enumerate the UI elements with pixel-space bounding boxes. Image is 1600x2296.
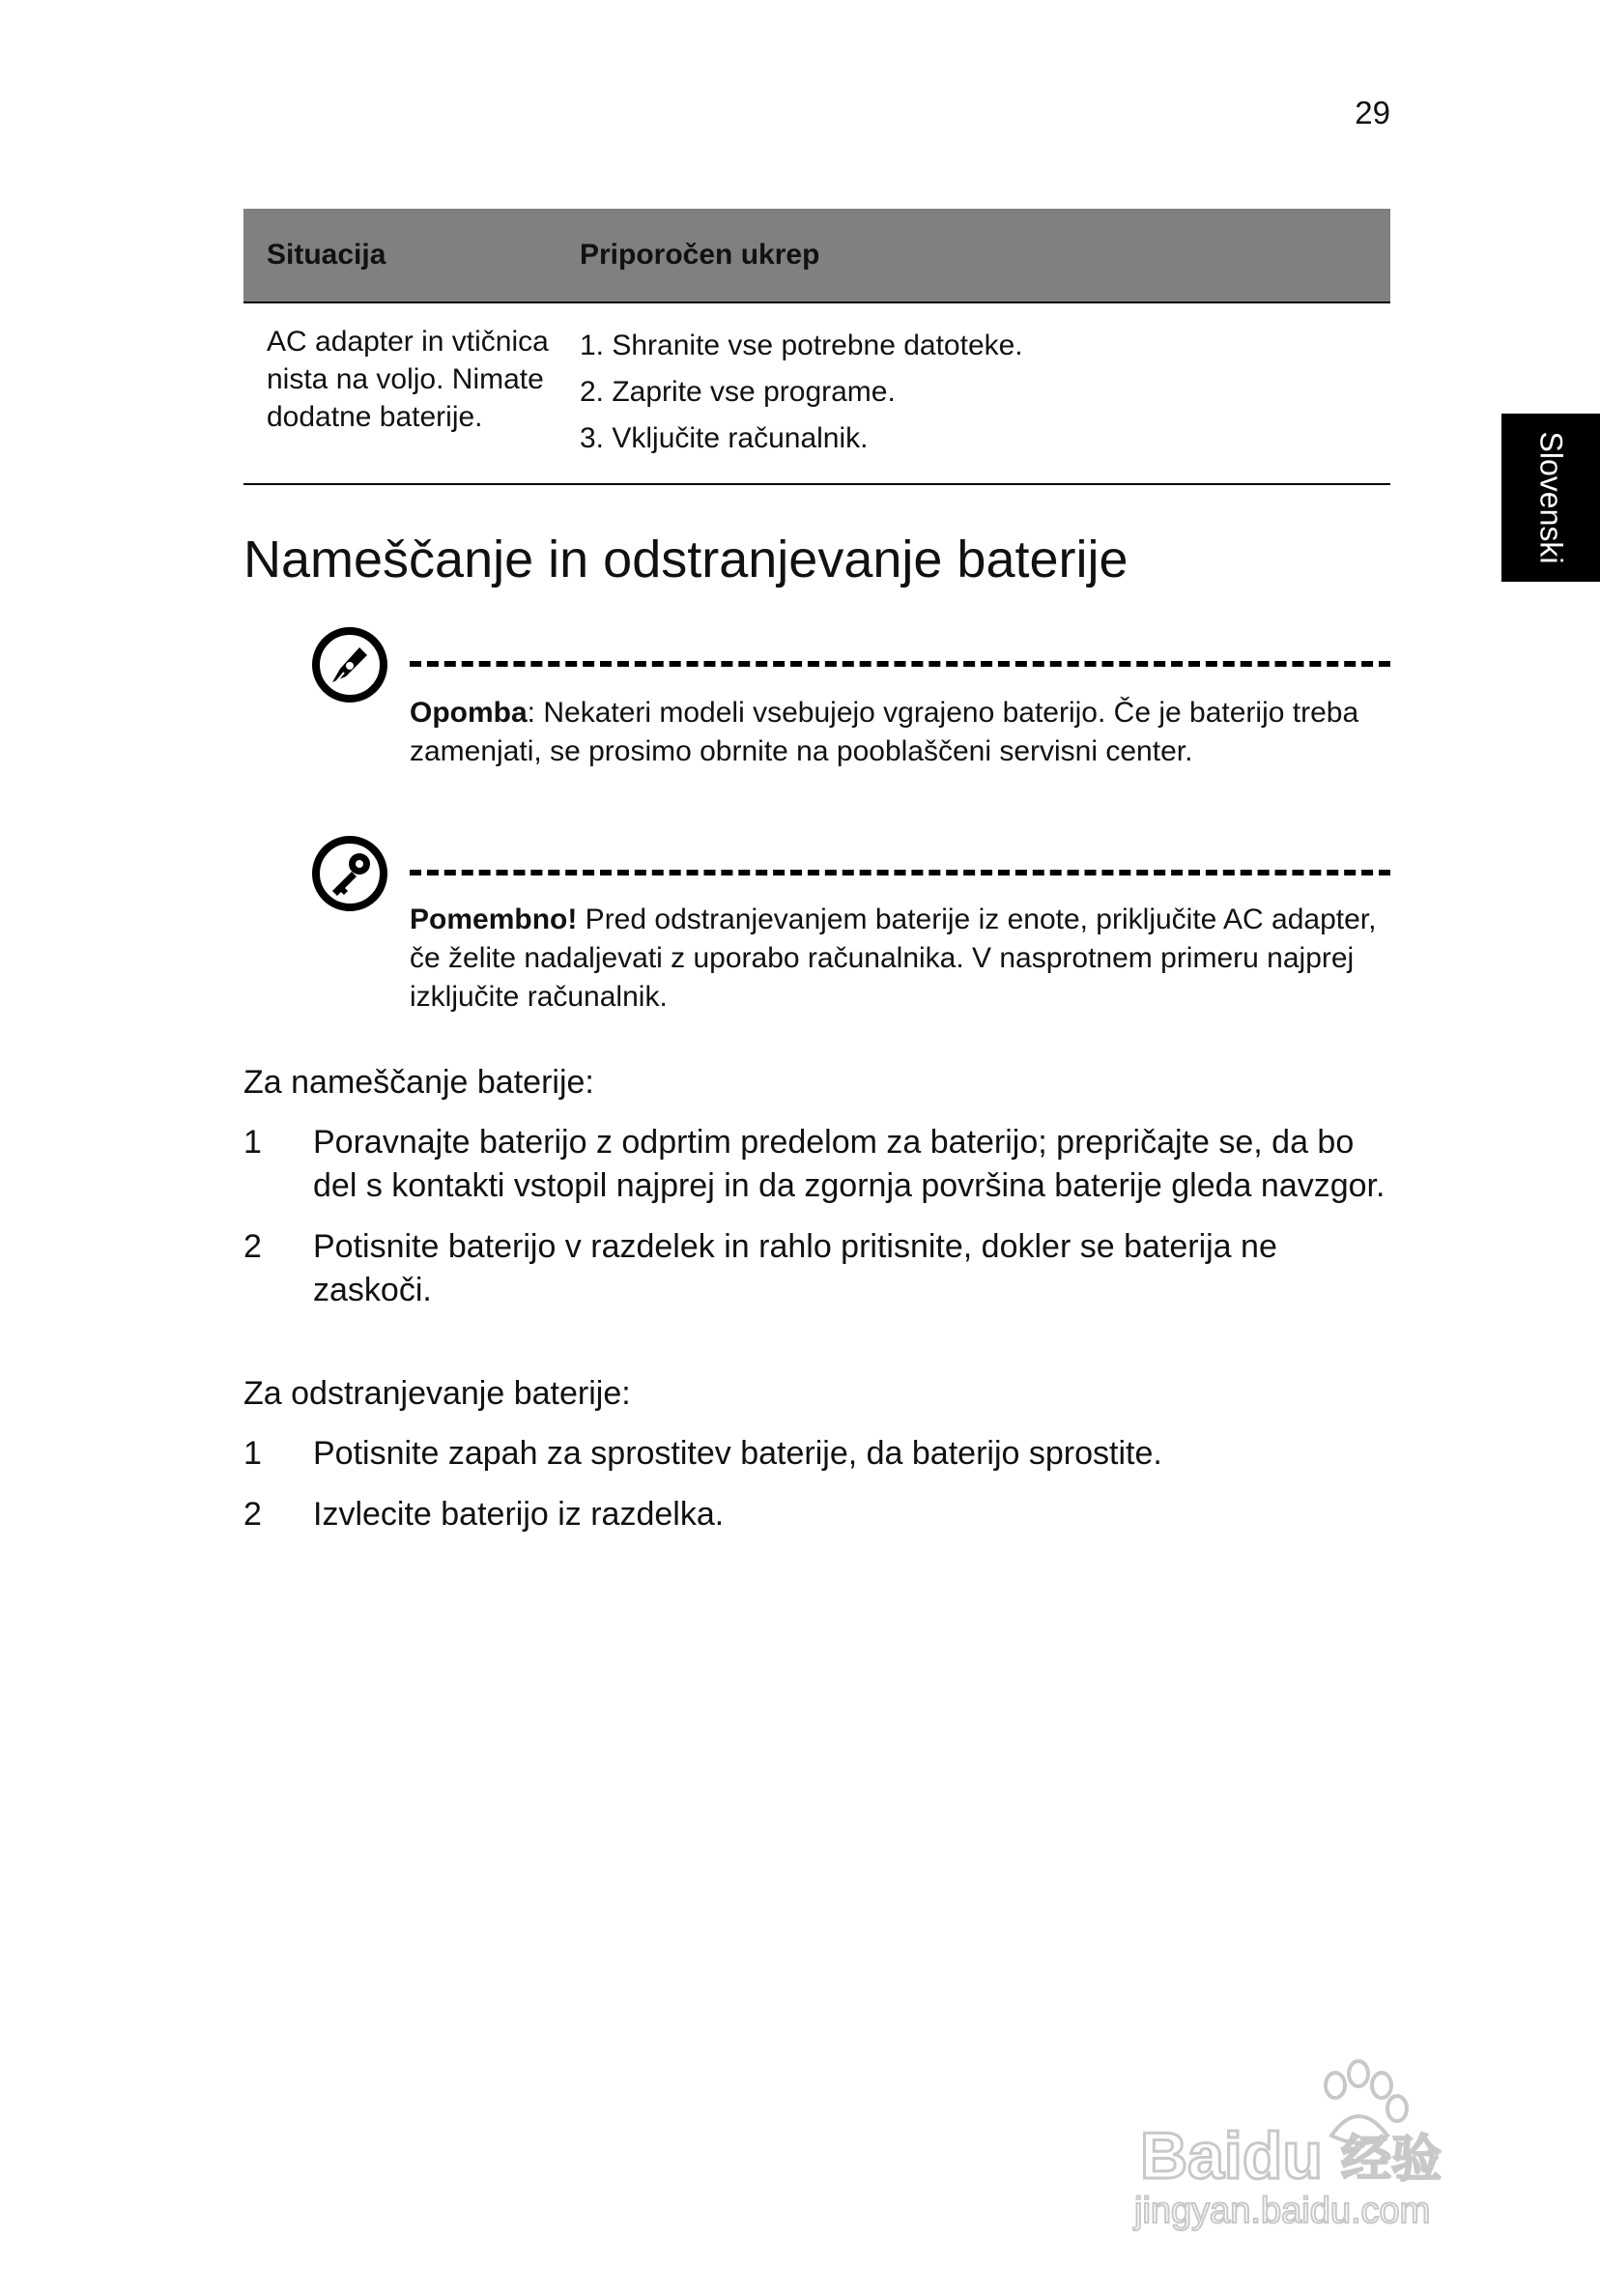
step-text: Potisnite zapah za sprostitev baterije, da baterijo sprostite.	[313, 1435, 1162, 1472]
install-heading: Za nameščanje baterije:	[243, 1064, 594, 1101]
step-text: Potisnite baterijo v razdelek in rahlo pritisnite, dokler se baterija ne zaskoči.	[313, 1228, 1277, 1308]
column-header-situation: Situacija	[243, 209, 557, 302]
step-number: 2	[243, 1228, 262, 1265]
action-item: 2. Zaprite vse programe.	[580, 376, 896, 408]
baidu-watermark	[1121, 2047, 1507, 2240]
svg-text:Baidu: Baidu	[1140, 2119, 1323, 2193]
remove-heading: Za odstranjevanje baterije:	[243, 1375, 631, 1412]
important-divider	[410, 870, 1390, 875]
step-number: 1	[243, 1124, 262, 1161]
table-header-row	[243, 209, 1390, 302]
note-text	[410, 694, 1390, 771]
situation-table	[243, 209, 1390, 485]
list-item	[243, 1493, 1390, 1536]
situation-cell: AC adapter in vtičnica nista na voljo. Nimate dodatne baterije.	[243, 302, 557, 484]
section-title: Nameščanje in odstranjevanje baterije	[243, 531, 1129, 588]
list-item	[243, 1432, 1390, 1476]
step-text: Izvlecite baterijo iz razdelka.	[313, 1496, 725, 1533]
action-cell	[557, 302, 1390, 484]
install-steps	[243, 1121, 1390, 1330]
remove-steps	[243, 1432, 1390, 1554]
note-body: : Nekateri modeli vsebujejo vgrajeno baterijo. Če je baterijo treba zamenjati, se prosimo obrnite na pooblaščeni servisni center.	[410, 697, 1359, 767]
svg-text:经验: 经验	[1341, 2131, 1443, 2189]
important-label: Pomembno!	[410, 904, 578, 935]
column-header-action: Priporočen ukrep	[557, 209, 1390, 302]
note-divider	[410, 661, 1390, 667]
important-text	[410, 901, 1390, 1017]
step-text: Poravnajte baterijo z odprtim predelom za baterijo; prepričajte se, da bo del s kontakti vstopil najprej in da zgornja površina baterije gleda navzgor.	[313, 1124, 1386, 1204]
svg-text:jingyan.baidu.com: jingyan.baidu.com	[1134, 2191, 1431, 2231]
language-tab	[1501, 414, 1600, 582]
page-number: 29	[1355, 95, 1390, 130]
key-icon	[311, 835, 388, 912]
list-item	[243, 1225, 1390, 1312]
language-tab-label: Slovenski	[1533, 431, 1569, 564]
table-row	[243, 302, 1390, 484]
step-number: 1	[243, 1435, 262, 1472]
note-pen-icon	[311, 626, 388, 703]
important-body: Pred odstranjevanjem baterije iz enote, priključite AC adapter, če želite nadaljevati z uporabo računalnika. V nasprotnem primeru najprej izključite računalnik.	[410, 904, 1377, 1013]
action-list	[580, 323, 1390, 462]
list-item	[243, 1121, 1390, 1208]
step-number: 2	[243, 1496, 262, 1533]
action-item: 1. Shranite vse potrebne datoteke.	[580, 330, 1023, 361]
action-item: 3. Vključite računalnik.	[580, 422, 869, 454]
note-label: Opomba	[410, 697, 528, 729]
